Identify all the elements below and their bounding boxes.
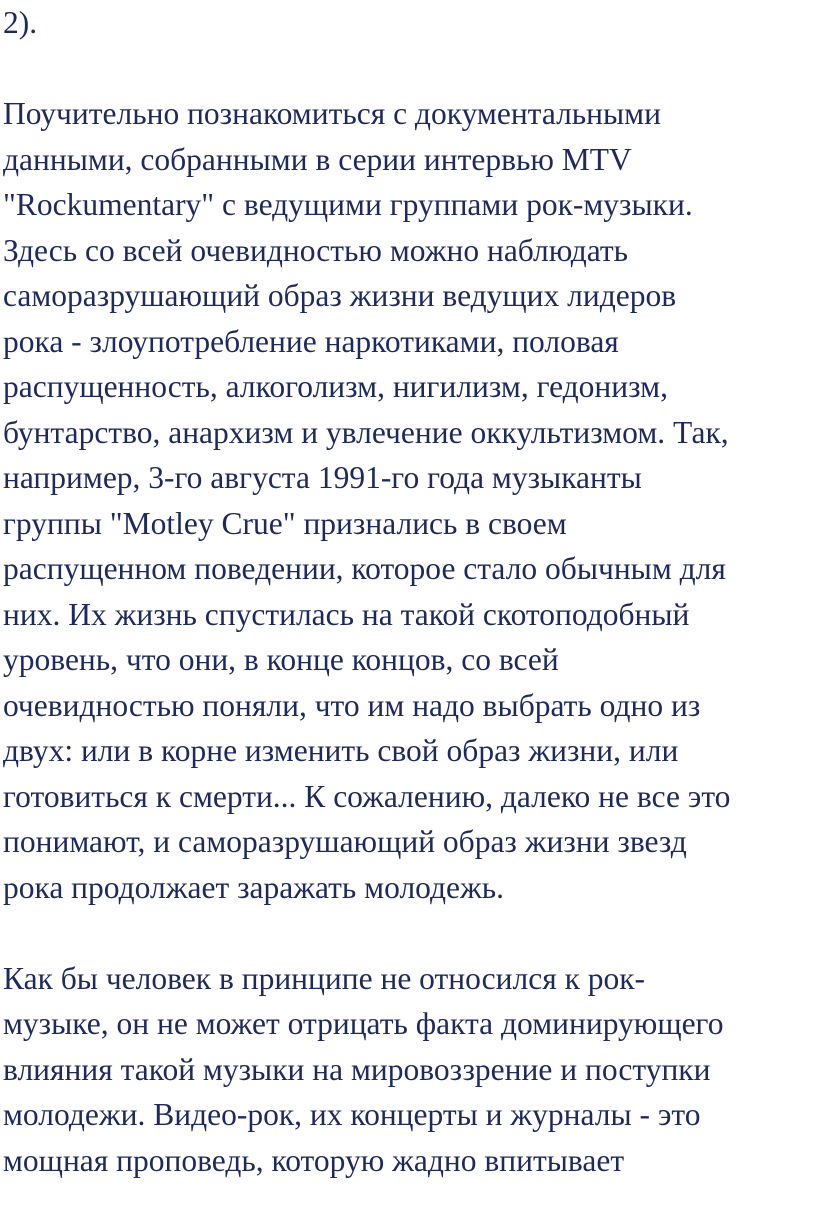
text-line: рока продолжает заражать молодежь. [3, 869, 505, 905]
text-line: данными, собранными в серии интервью MTV [3, 141, 632, 177]
paragraph-1 [3, 91, 813, 910]
text-line: уровень, что они, в конце концов, со всей [3, 642, 559, 677]
paragraph-2 [3, 956, 813, 1184]
paragraph-spacer [3, 46, 813, 92]
text-line: Поучительно познакомиться с документальными [3, 96, 661, 131]
paragraph-spacer [3, 910, 813, 956]
text-line: распущенность, алкоголизм, нигилизм, гедонизм, [3, 369, 668, 404]
text-line: музыке, он не может отрицать факта доминирующего [3, 1006, 724, 1041]
text-line: готовиться к смерти... К сожалению, далеко не все это [3, 778, 731, 814]
text-line: молодежи. Видео-рок, их концерты и журналы - это [3, 1097, 701, 1132]
text-line: распущенном поведении, которое стало обычным для [3, 551, 726, 586]
text-line: мощная проповедь, которую жадно впитывает [3, 1142, 625, 1178]
text-line: очевидностью поняли, что им надо выбрать одно из [3, 687, 701, 723]
text-line: например, 3-го августа 1991-го года музыканты [3, 460, 642, 495]
text-line: понимают, и саморазрушающий образ жизни звезд [3, 824, 687, 859]
text-line: двух: или в корне изменить свой образ жизни, или [3, 733, 679, 768]
text-line: влияния такой музыки на мировоззрение и поступки [3, 1051, 711, 1087]
text-line: "Rockumentary" с ведущими группами рок-музыки. [3, 187, 693, 222]
text-line: них. Их жизнь спустилась на такой скотоподобный [3, 596, 690, 632]
text-line: рока - злоупотребление наркотиками, половая [3, 323, 619, 359]
text-line: группы "Motley Crue" признались в своем [3, 505, 567, 541]
text-line: саморазрушающий образ жизни ведущих лидеров [3, 278, 677, 313]
text-line: Здесь со всей очевидностью можно наблюдать [3, 232, 629, 268]
text-line: бунтарство, анархизм и увлечение оккультизмом. Так, [3, 414, 729, 450]
document-page [3, 0, 813, 1183]
text-line: Как бы человек в принципе не относился к рок- [3, 960, 646, 996]
heading-fragment: 2). [3, 5, 38, 40]
